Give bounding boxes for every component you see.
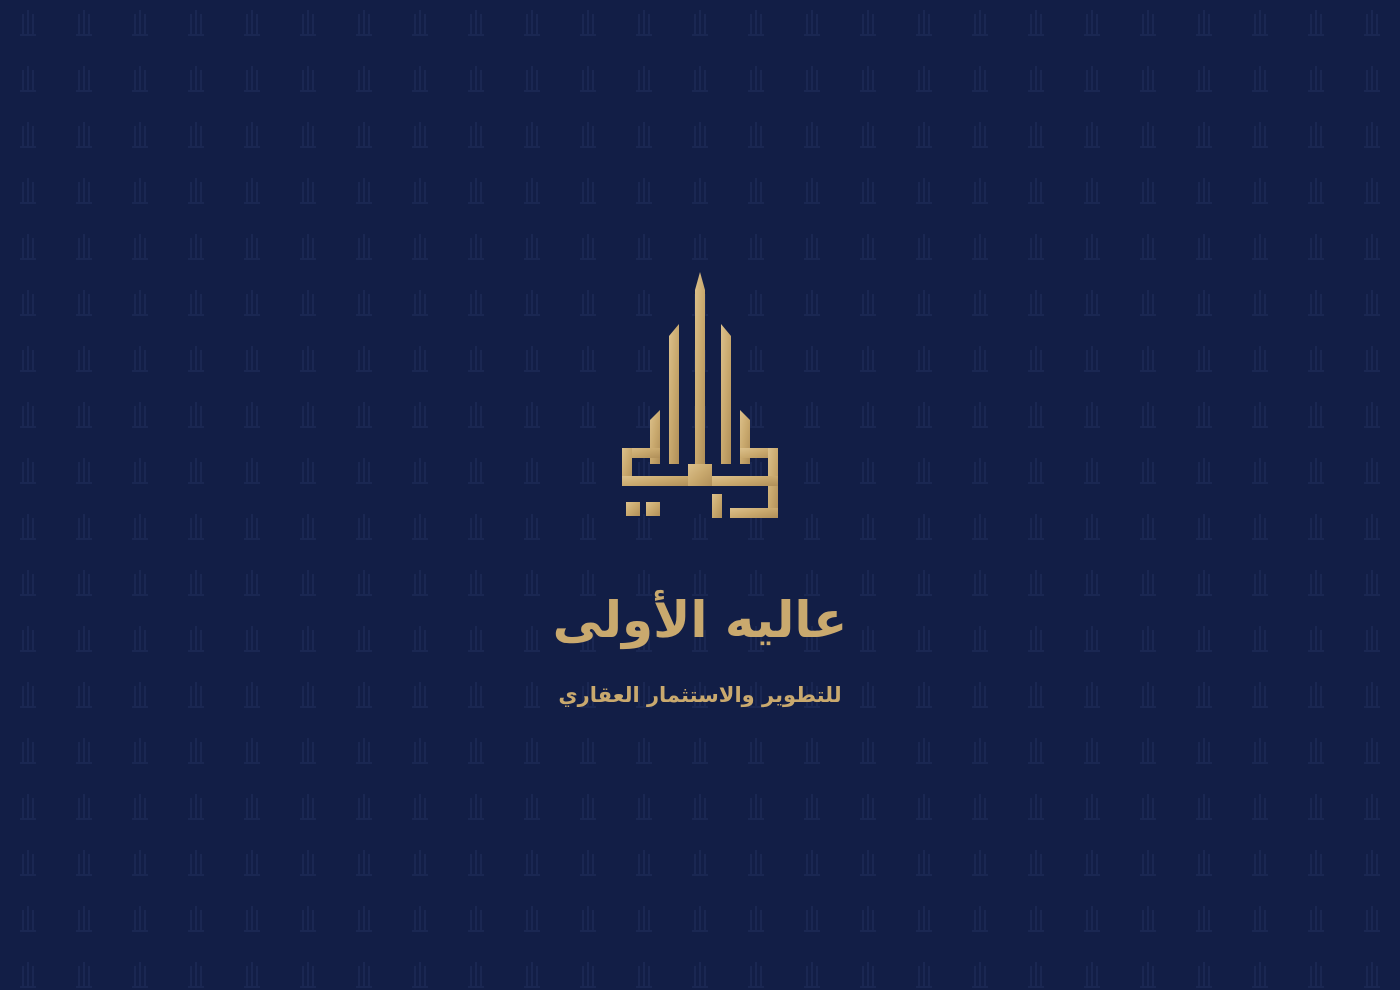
company-tagline: للتطوير والاستثمار العقاري <box>558 683 842 707</box>
tower-calligraphy-emblem-icon <box>610 268 790 520</box>
company-name: عاليه الأولى <box>552 591 848 649</box>
